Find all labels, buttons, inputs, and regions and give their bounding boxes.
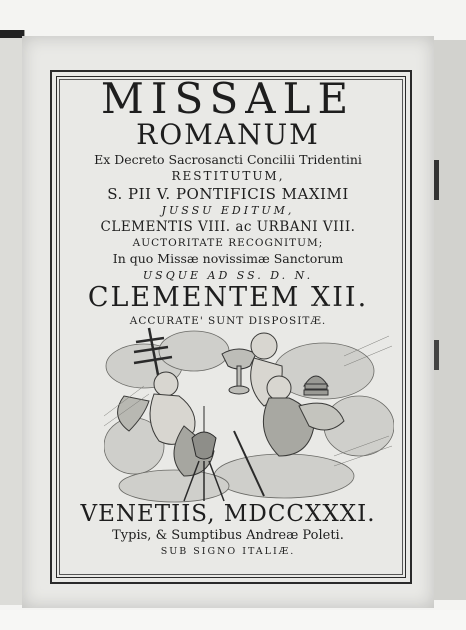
subtitle-clement-urban: CLEMENTIS VIII. ac URBANI VIII. — [100, 219, 356, 235]
book-cover-edge — [0, 30, 24, 38]
imprint-sign: SUB SIGNO ITALIÆ. — [160, 546, 296, 557]
page-tab-marker — [434, 340, 439, 370]
frontispiece-engraving — [104, 326, 394, 504]
page-tab-marker — [434, 160, 439, 200]
subtitle-recognitum: AUCTORITATE RECOGNITUM; — [132, 237, 324, 249]
book-title-romanum: ROMANUM — [136, 118, 320, 151]
subtitle-jussu-editum: JUSSU EDITUM, — [161, 204, 295, 217]
subtitle-decree: Ex Decreto Sacrosancti Concilii Tridentini — [94, 152, 362, 167]
subtitle-dispositae: ACCURATE' SUNT DISPOSITÆ. — [129, 315, 327, 327]
subtitle-pius-v: S. PII V. PONTIFICIS MAXIMI — [107, 185, 349, 203]
book-title-missale: MISSALE — [100, 74, 356, 123]
imprint-place-date: VENETIIS, MDCCXXXI. — [80, 501, 376, 527]
subtitle-restitutum: RESTITUTUM, — [171, 169, 285, 183]
book-page-edge-right — [432, 40, 466, 600]
title-page — [22, 36, 434, 608]
photo-bottom-margin — [0, 610, 466, 630]
subtitle-usque-ad: USQUE AD SS. D. N. — [142, 269, 314, 282]
imprint-printer: Typis, & Sumptibus Andreæ Poleti. — [112, 528, 344, 543]
subtitle-missae-sanctorum: In quo Missæ novissimæ Sanctorum — [112, 251, 344, 266]
subtitle-clementem-xii: CLEMENTEM XII. — [87, 282, 369, 313]
